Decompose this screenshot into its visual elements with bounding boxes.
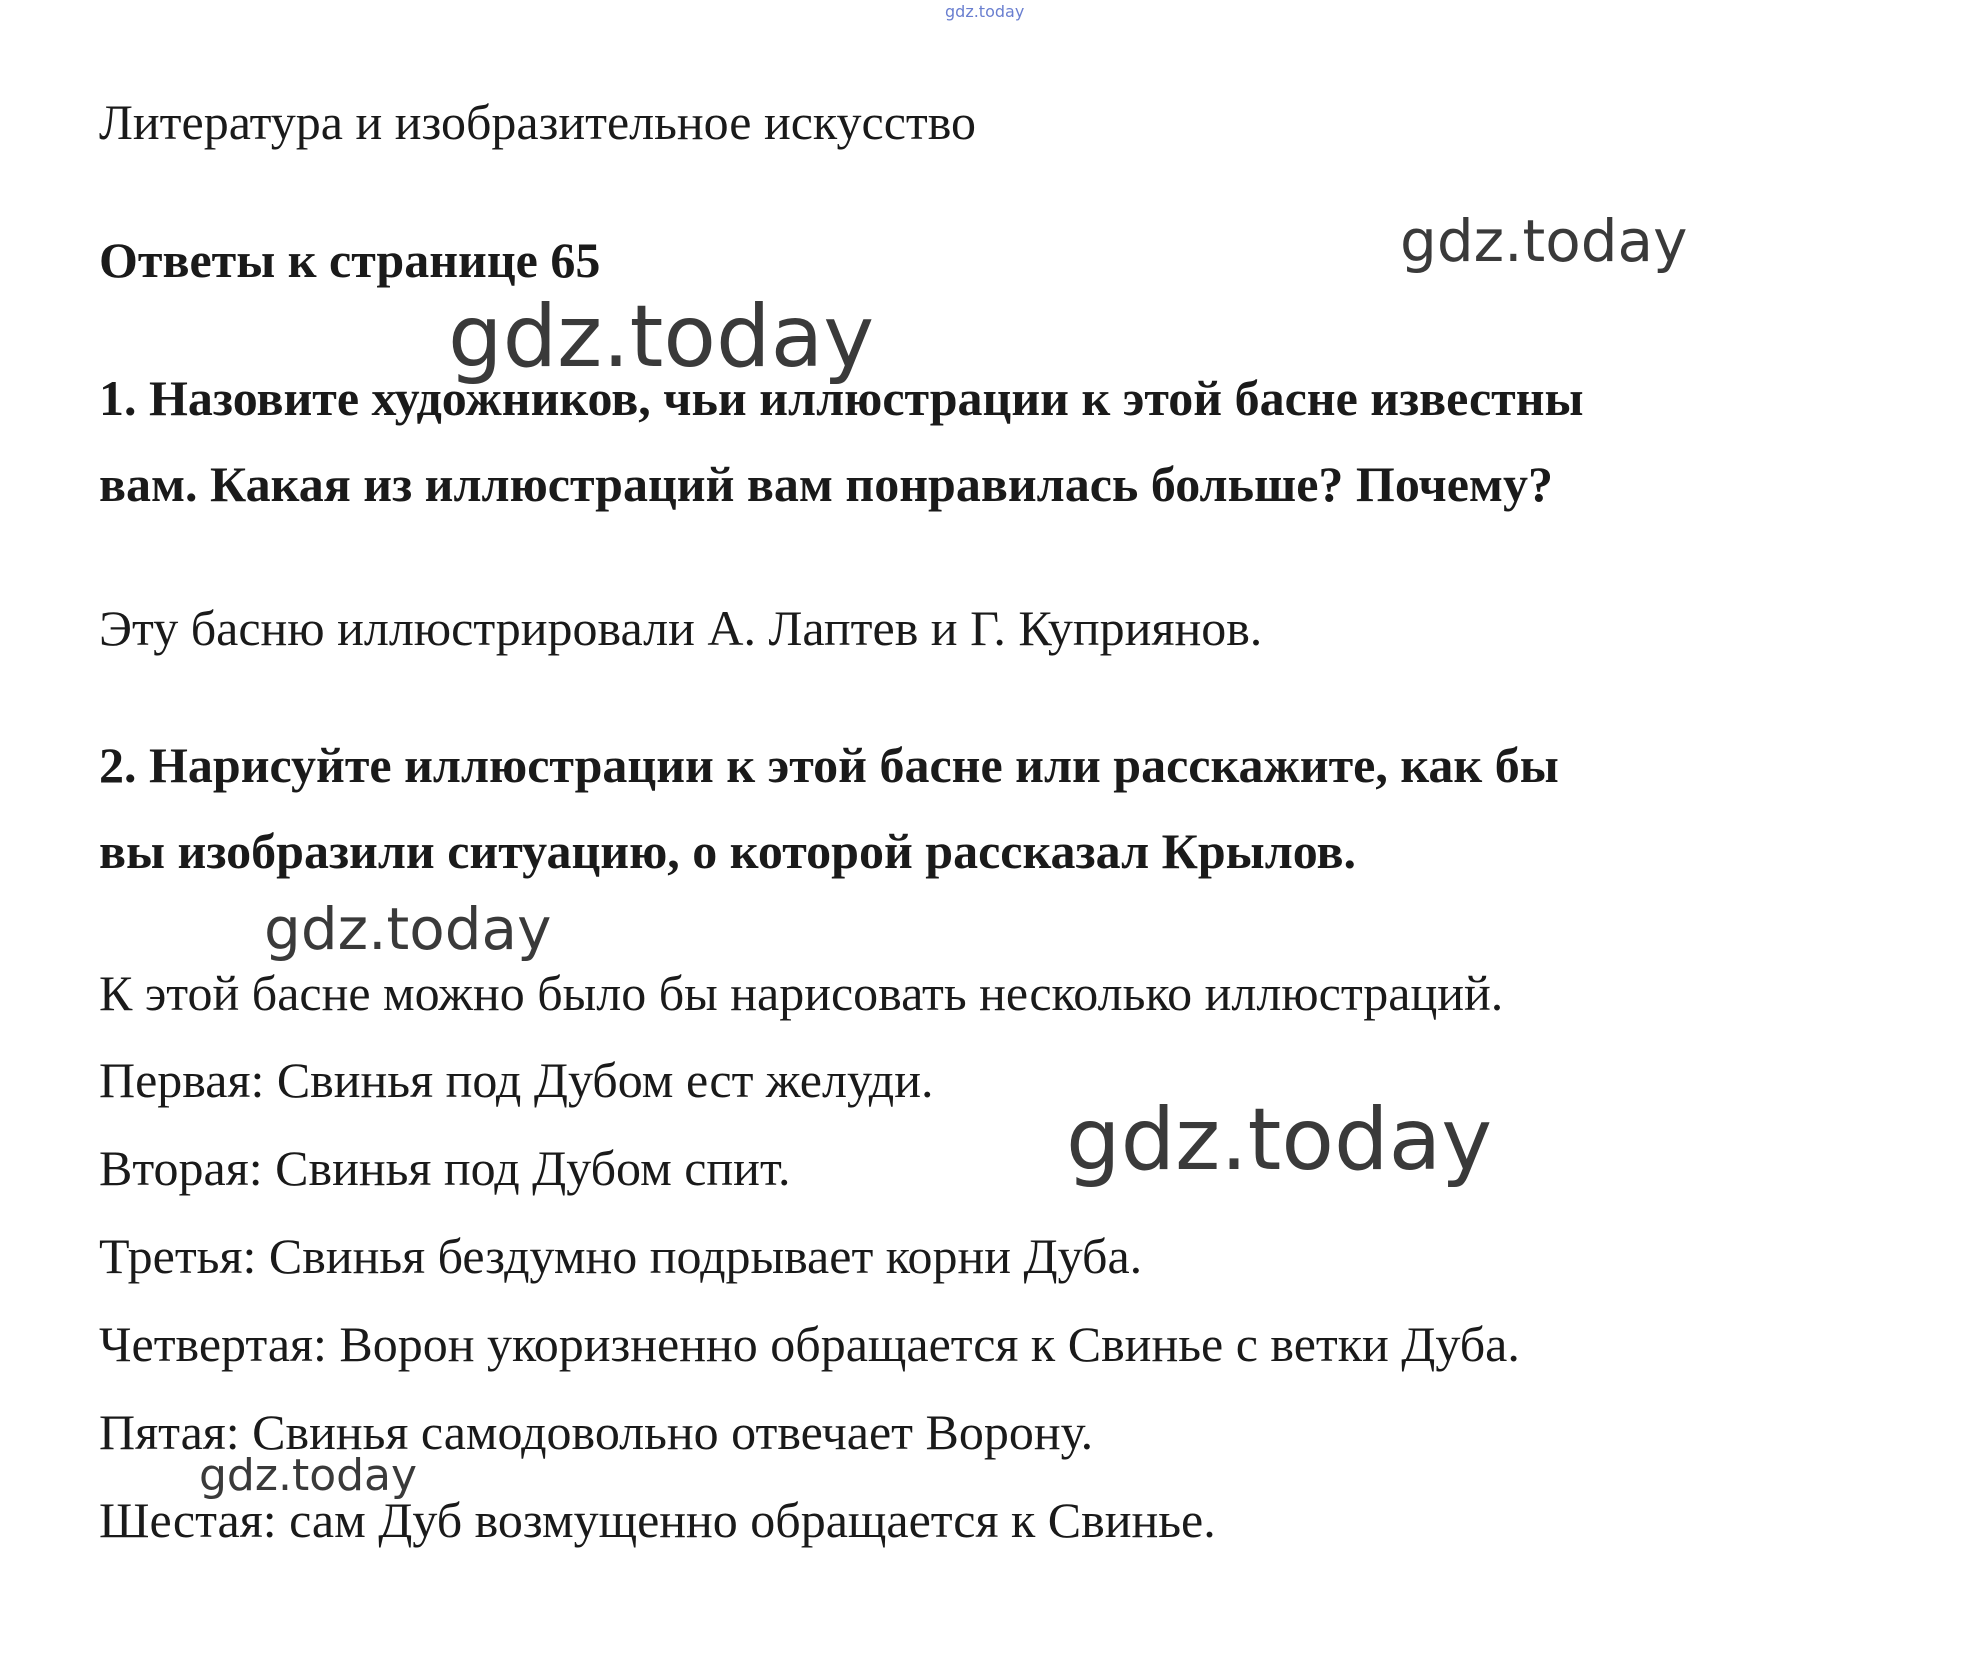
question-1-line-2: вам. Какая из иллюстраций вам понравилась больше? Почему? <box>99 456 1553 512</box>
answer-2-line: К этой басне можно было бы нарисовать несколько иллюстраций. <box>99 965 1504 1021</box>
watermark: gdz.today <box>1400 207 1688 275</box>
answer-2-line: Первая: Свинья под Дубом ест желуди. <box>99 1052 934 1108</box>
answer-2-line: Четвертая: Ворон укоризненно обращается к Свинье с ветки Дуба. <box>99 1316 1520 1372</box>
watermark: gdz.today <box>448 287 875 387</box>
answer-1: Эту басню иллюстрировали А. Лаптев и Г. Куприянов. <box>99 600 1263 656</box>
answer-2-line: Вторая: Свинья под Дубом спит. <box>99 1140 791 1196</box>
page-heading: Ответы к странице 65 <box>99 232 601 288</box>
answer-2-line: Третья: Свинья бездумно подрывает корни Дуба. <box>99 1228 1143 1284</box>
question-2-line-2: вы изобразили ситуацию, о которой рассказал Крылов. <box>99 823 1357 879</box>
subject-title: Литература и изобразительное искусство <box>99 94 977 150</box>
watermark: gdz.today <box>264 895 552 963</box>
answer-2-line: Шестая: сам Дуб возмущенно обращается к Свинье. <box>99 1492 1216 1548</box>
answer-2-line: Пятая: Свинья самодовольно отвечает Ворону. <box>99 1404 1094 1460</box>
question-1-line-1: 1. Назовите художников, чьи иллюстрации к этой басне известны <box>99 370 1584 426</box>
watermark-top: gdz.today <box>945 2 1025 21</box>
watermark: gdz.today <box>1066 1090 1493 1190</box>
watermark: gdz.today <box>199 1450 418 1501</box>
question-2-line-1: 2. Нарисуйте иллюстрации к этой басне или расскажите, как бы <box>99 737 1559 793</box>
